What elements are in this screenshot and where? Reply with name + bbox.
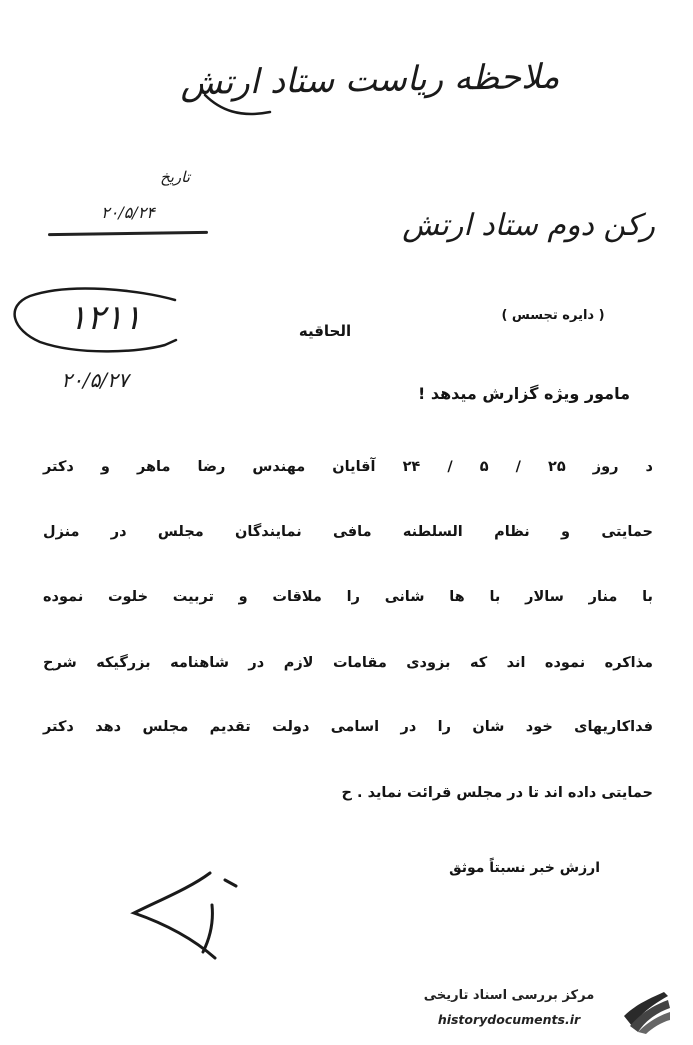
body-line: د روز ۲۵ / ۵ / ۲۴ آقایان مهندس رضا ماهر و دکتر (43, 459, 653, 475)
department-label: ( دایره تجسس ) (501, 308, 605, 323)
registration-sub: ۲۰/۵/۲۷ (61, 368, 129, 392)
watermark-url: historydocuments.ir (437, 1012, 581, 1027)
top-heading: ملاحظه ریاست ستاد ارتش (180, 56, 560, 104)
body-line: مذاکره نموده اند که بزودی مقامات لازم در شاهنامه بزرگیکه شرح (43, 655, 653, 671)
body-line: حمایتی و نظام السلطنه مافی نمایندگان مجلس در منزل (43, 524, 653, 540)
signature-mark (134, 873, 236, 958)
intro-line: مامور ویژه گزارش میدهد ! (417, 384, 630, 403)
date-label: تاریخ (160, 168, 190, 186)
body-line: با منار سالار با ها شانی را ملاقات و تربیت خلوت نموده (43, 589, 653, 605)
salutation: الحاقیه (298, 322, 352, 340)
watermark-title: مرکز بررسی اسناد تاریخی (423, 988, 595, 1003)
date-value: ۲۰/۵/۲۴ (101, 203, 155, 222)
organization-heading: رکن دوم ستاد ارتش (402, 208, 655, 243)
book-emblem-icon (620, 986, 672, 1034)
body-line: حمایتی داده اند تا در مجلس قرائت نماید . ح (341, 785, 653, 801)
assessment-note: ارزش خبر نسبتاً موثق (449, 860, 600, 876)
registration-number: ۱۲۱۱ (68, 298, 142, 338)
body-line: فداکاریهای خود شان را در اسامی دولت تقدیم مجلس دهد دکتر (43, 719, 653, 735)
